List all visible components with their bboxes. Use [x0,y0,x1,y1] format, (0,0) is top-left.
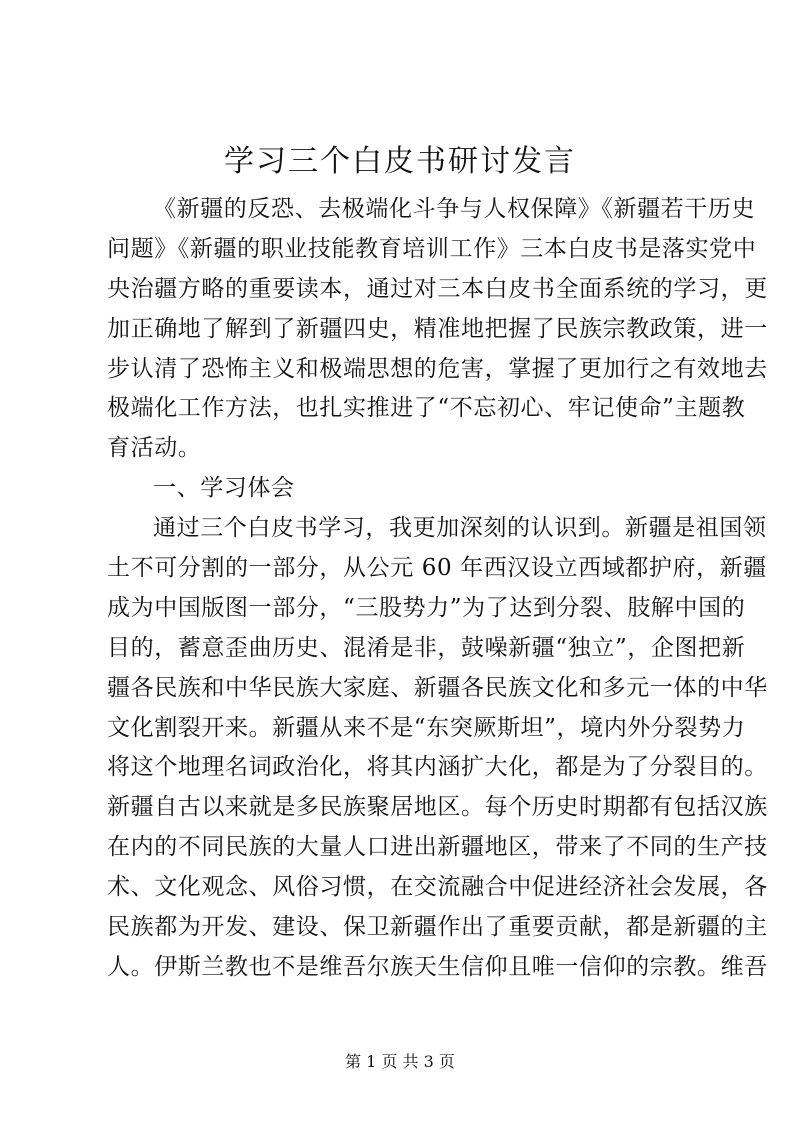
text-line: 央治疆方略的重要读本，通过对三本白皮书全面系统的学习，更 [107,275,768,302]
text-line: 将这个地理名词政治化，将其内涵扩大化，都是为了分裂目的。 [107,754,768,781]
document-title: 学习三个白皮书研讨发言 [224,144,576,179]
text-line: 问题》《新疆的职业技能教育培训工作》三本白皮书是落实党中 [107,235,757,262]
text-line: 在内的不同民族的大量人口进出新疆地区，带来了不同的生产技 [107,834,768,861]
text-line: 加正确地了解到了新疆四史，精准地把握了民族宗教政策，进一 [107,315,768,342]
text-line: 文化割裂开来。新疆从来不是“东突厥斯坦”，境内外分裂势力 [107,714,746,741]
text-line: 人。伊斯兰教也不是维吾尔族天生信仰且唯一信仰的宗教。维吾 [107,953,768,980]
text-line: 目的，蓄意歪曲历史、混淆是非，鼓噪新疆“独立”，企图把新 [107,634,746,661]
text-line: 土不可分割的一部分，从公元 60 年西汉设立西域都护府，新疆 [107,555,767,582]
text-line: 术、文化观念、风俗习惯，在交流融合中促进经济社会发展，各 [107,874,768,901]
section-heading: 一、学习体会 [153,475,295,502]
text-line: 《新疆的反恐、去极端化斗争与人权保障》《新疆若干历史 [153,196,756,222]
text-line: 极端化工作方法，也扎实推进了“不忘初心、牢记使命”主题教 [107,395,746,422]
document-body [107,190,768,988]
text-line: 疆各民族和中华民族大家庭、新疆各民族文化和多元一体的中华 [107,674,768,701]
text-line: 成为中国版图一部分，“三股势力”为了达到分裂、肢解中国的 [107,594,746,621]
text-line: 育活动。 [107,435,202,462]
text-line: 步认清了恐怖主义和极端思想的危害，掌握了更加行之有效地去 [107,355,768,382]
text-line: 通过三个白皮书学习，我更加深刻的认识到。新疆是祖国领 [153,515,767,542]
text-line: 民族都为开发、建设、保卫新疆作出了重要贡献，都是新疆的主 [107,914,768,941]
text-line: 新疆自古以来就是多民族聚居地区。每个历史时期都有包括汉族 [107,794,768,821]
page-footer: 第 1 页 共 3 页 [345,1052,455,1071]
